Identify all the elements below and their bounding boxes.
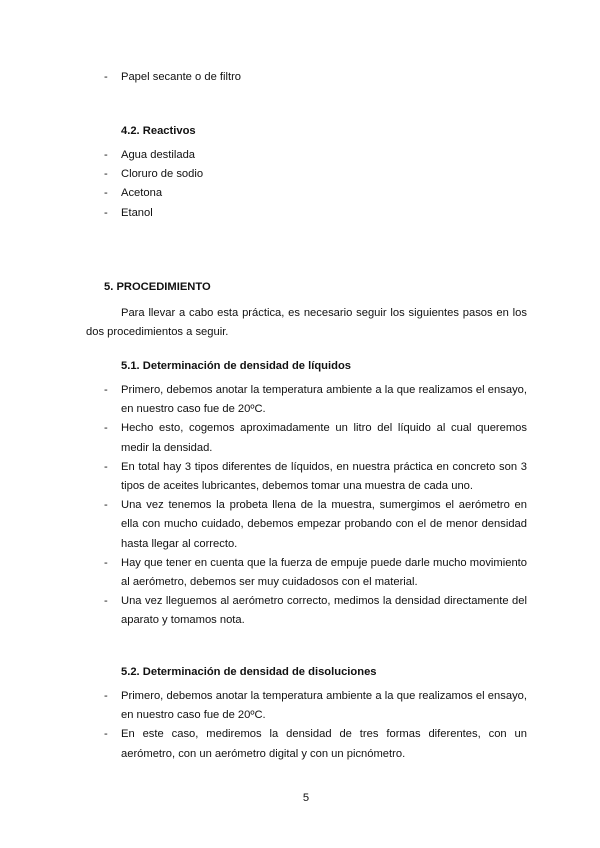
reactivos-list (0, 146, 600, 223)
list-item-text: Hay que tener en cuenta que la fuerza de empuje puede darle mucho movimiento al aerómetro, debemos ser muy cuidadosos con el material. (121, 556, 527, 589)
list-item (0, 165, 600, 184)
list-dash: - (104, 595, 108, 608)
list-item (0, 458, 600, 496)
list-dash: - (104, 556, 108, 569)
list-item (0, 687, 600, 725)
list-item (0, 381, 600, 419)
list-dash: - (104, 206, 108, 219)
list-item (0, 496, 600, 554)
section-heading-procedimiento: 5. PROCEDIMIENTO (104, 281, 211, 293)
list-dash: - (104, 149, 108, 161)
list-item-text: En total hay 3 tipos diferentes de líquidos, en nuestra práctica en concreto son 3 tipos de aceites lubricantes, debemos tomar una muestra de cada uno. (121, 460, 527, 493)
list-item-text: Agua destilada (121, 149, 196, 161)
list-item-text: Una vez lleguemos al aerómetro correcto, medimos la densidad directamente del aparato y tomamos nota. (121, 595, 527, 627)
liquidos-list (0, 381, 600, 631)
list-dash: - (104, 168, 108, 181)
list-item (0, 554, 600, 592)
list-item-text: Acetona (121, 187, 163, 200)
section-heading-disoluciones: 5.2. Determinación de densidad de disoluciones (121, 666, 377, 678)
list-dash: - (104, 187, 108, 200)
list-item-text: En este caso, mediremos la densidad de tres formas diferentes, con un aerómetro, con un aerómetro digital y con un picnómetro. (121, 728, 527, 760)
list-item-text: Una vez tenemos la probeta llena de la muestra, sumergimos el aerómetro en ella con mucho cuidado, debemos empezar probando con el de menor densidad hasta llegar al correcto. (121, 499, 527, 550)
list-dash: - (104, 460, 108, 473)
list-dash: - (104, 728, 108, 741)
list-item-text: Primero, debemos anotar la temperatura ambiente a la que realizamos el ensayo, en nuestro caso fue de 20ºC. (121, 690, 527, 722)
list-dash: - (104, 422, 108, 435)
list-item (0, 725, 600, 763)
list-item-text: Primero, debemos anotar la temperatura ambiente a la que realizamos el ensayo, en nuestro caso fue de 20ºC. (121, 384, 527, 416)
list-item (0, 204, 600, 223)
list-item (0, 184, 600, 203)
list-item (0, 146, 600, 165)
materials-list (0, 68, 600, 87)
list-dash: - (104, 384, 108, 396)
list-item-text: Papel secante o de filtro (121, 71, 242, 83)
list-item (0, 419, 600, 457)
section-heading-liquidos: 5.1. Determinación de densidad de líquidos (121, 360, 352, 372)
procedimiento-intro: Para llevar a cabo esta práctica, es necesario seguir los siguientes pasos en los dos procedimientos a seguir. (86, 307, 527, 339)
disoluciones-list (0, 687, 600, 764)
list-dash: - (104, 690, 108, 702)
list-item-text: Etanol (121, 206, 153, 219)
list-dash: - (104, 499, 108, 512)
page-number: 5 (302, 792, 310, 804)
list-item (0, 68, 600, 87)
list-dash: - (104, 71, 108, 83)
section-heading-reactivos: 4.2. Reactivos (121, 125, 196, 137)
list-item-text: Cloruro de sodio (121, 168, 204, 181)
list-item-text: Hecho esto, cogemos aproximadamente un litro del líquido al cual queremos medir la densidad. (121, 422, 527, 454)
list-item (0, 592, 600, 630)
